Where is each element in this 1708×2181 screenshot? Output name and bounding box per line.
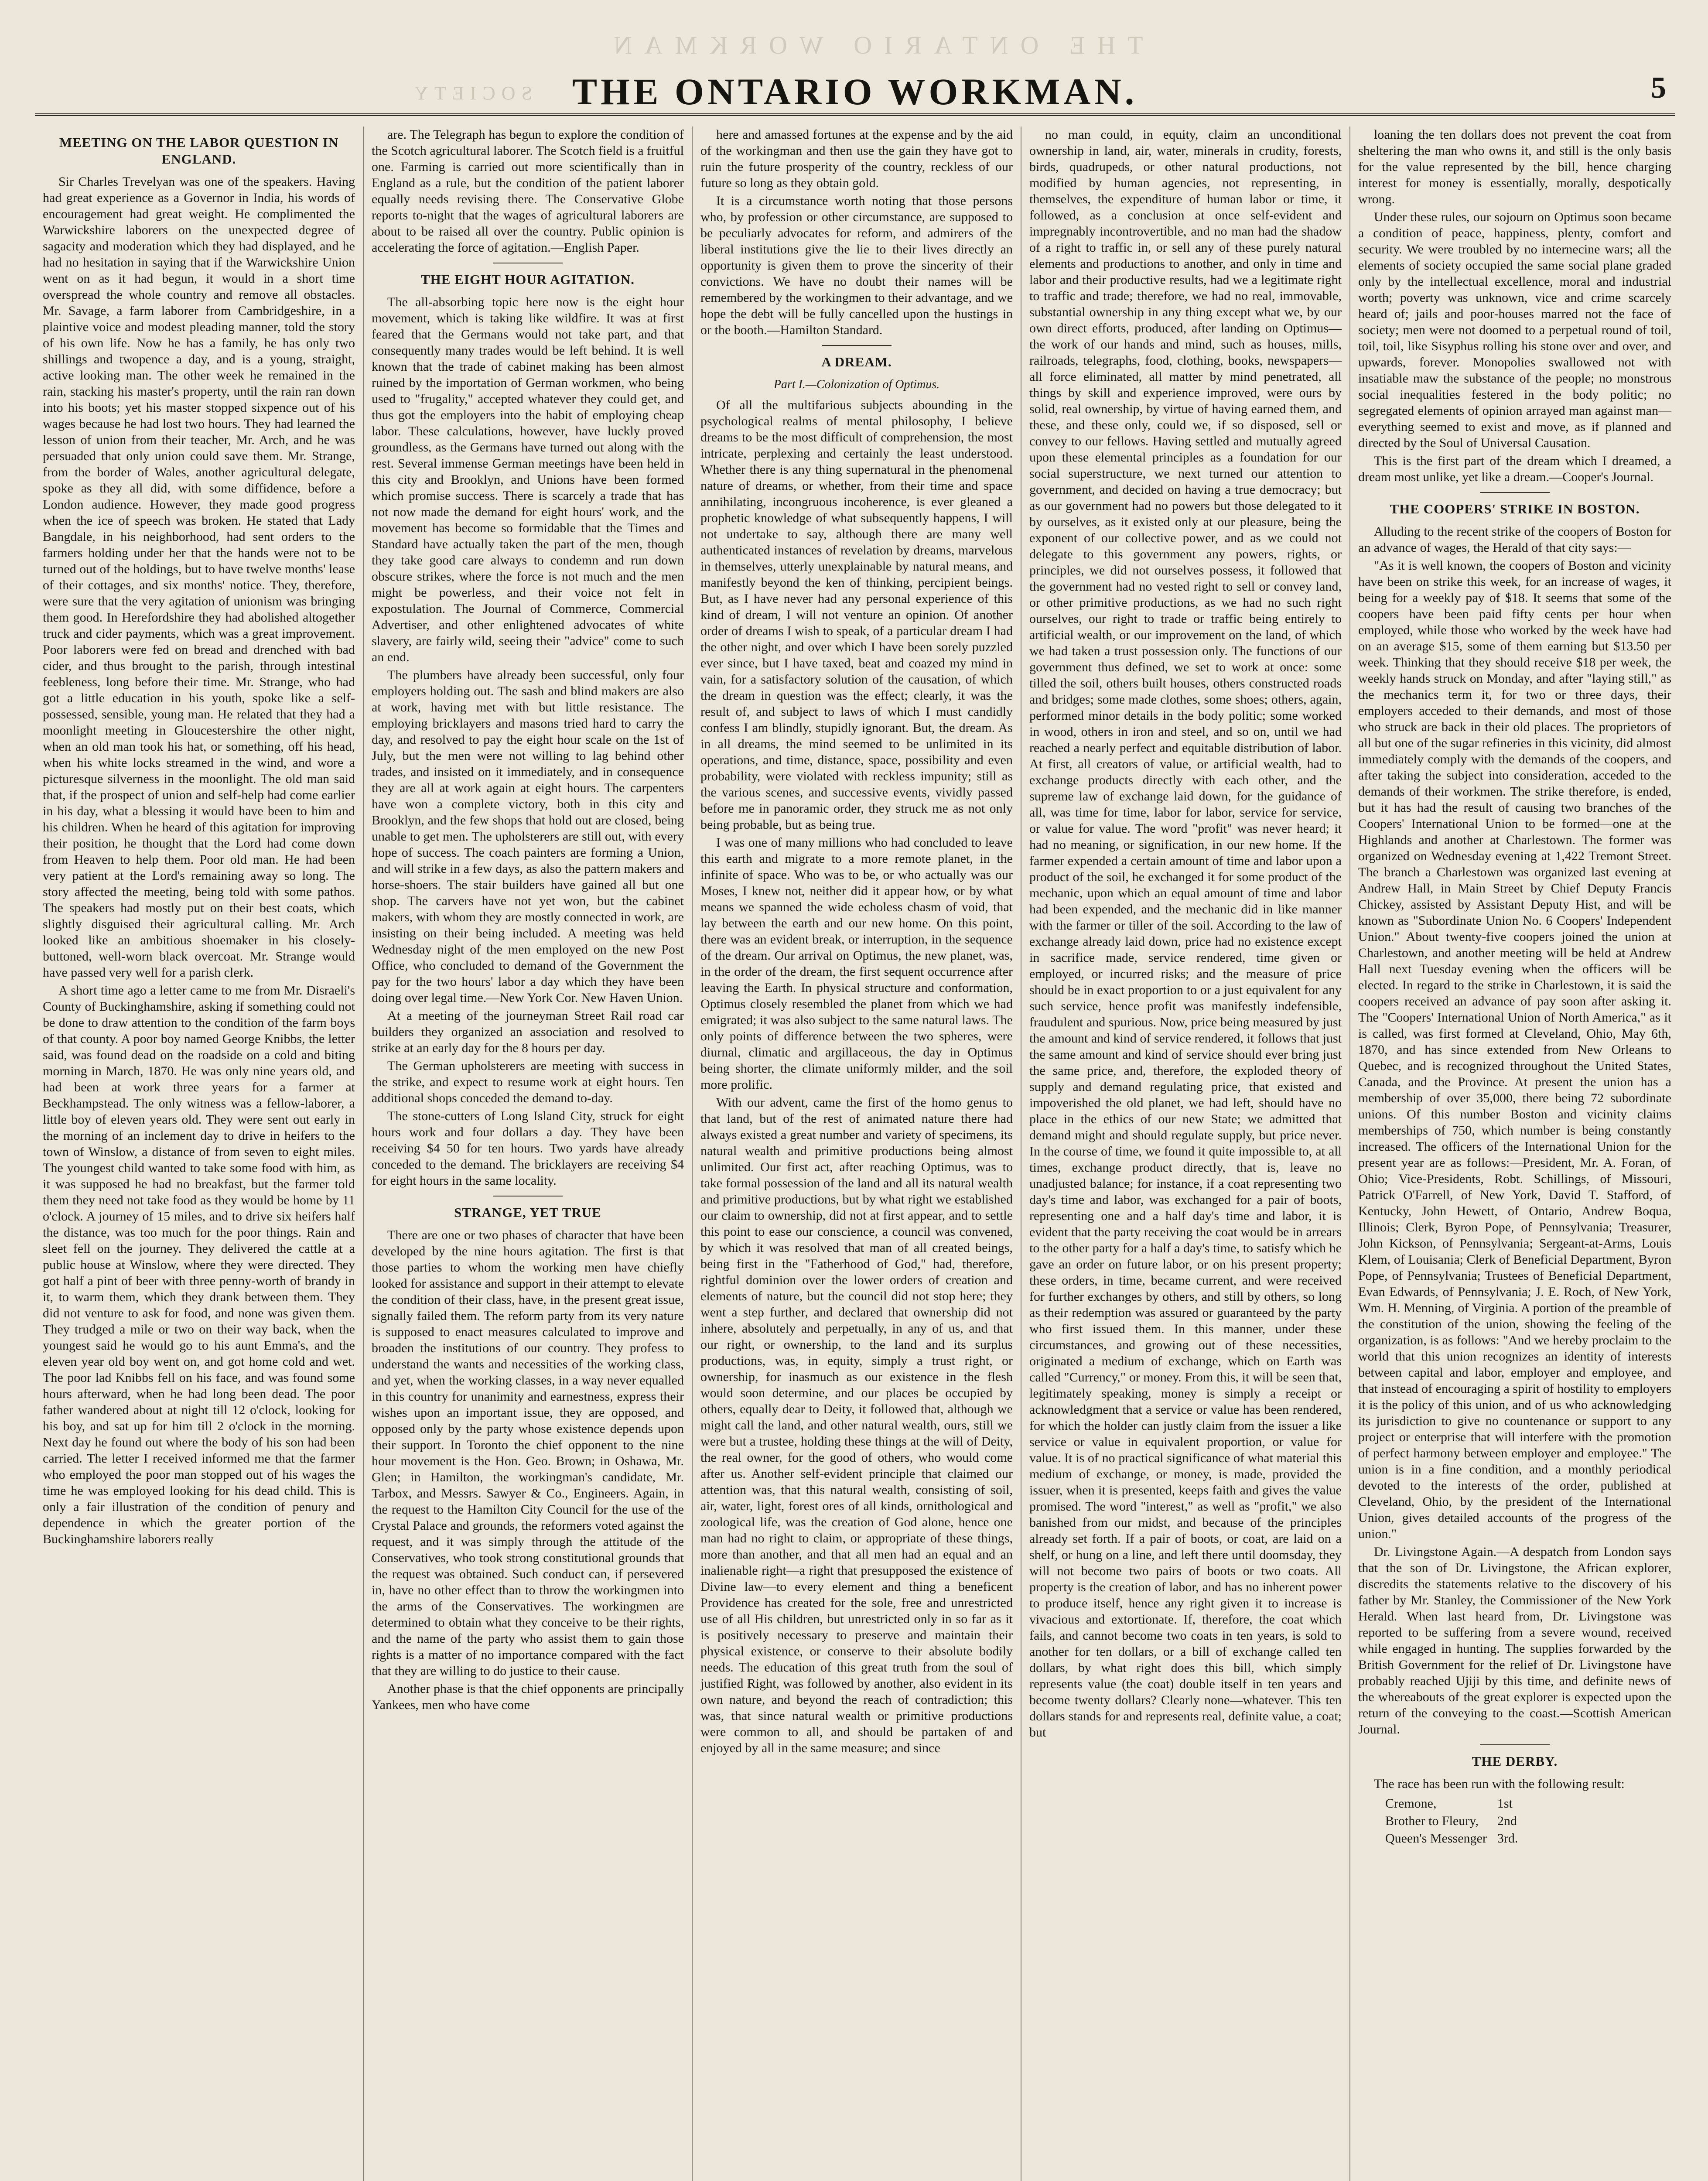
article-paragraph: are. The Telegraph has begun to explore the condition of the Scotch agricultural laborer. The Scotch field is a fruitful one. Farming is carried out more scientifically than in England as a rule, but the condition of the patient laborer equally needs revising there. The Conservative Globe reports to-night that the wages of agricultural laborers are about to be raised all over the country. Public opinion is accelerating the force of agitation.—English Paper. bbox=[372, 127, 684, 255]
article-paragraph: The stone-cutters of Long Island City, struck for eight hours work and four dollars a day. They have been receiving $4 50 for ten hours. Two yards have already conceded to the demand. The bricklayers are receiving $4 for eight hours in the same locality. bbox=[372, 1109, 684, 1188]
article-paragraph: The all-absorbing topic here now is the eight hour movement, which is taking like wildfire. It was at first feared that the Germans would not take part, and that consequently many trades would be left behind. It is well known that the trade of cabinet making has been almost ruined by the importation of German workmen, who being used to "frugality," accepted whatever they could get, and thus got the employers into the habit of employing cheap labor. These calculations, however, have luckly proved groundless, as the Germans have turned out along with the rest. Several immense German meetings have been held in this city and Brooklyn, and Unions have been formed which promise success. There is scarcely a trade that has not now made the demand for eight hours' work, and the movement has become so formidable that the Times and Standard have actually taken the part of the men, though they take good care always to condemn and run down obscure strikes, where the force is not much and the men might be powerless, and their voice not felt in expostulation. The Journal of Commerce, Commercial Advertiser, and other enlightened advocates of white slavery, are fairly wild, seeing their "advice" come to such an end. bbox=[372, 295, 684, 664]
article-heading: THE DERBY. bbox=[1472, 1754, 1558, 1769]
article-heading: THE COOPERS' STRIKE IN BOSTON. bbox=[1390, 501, 1640, 516]
table-row bbox=[1385, 1813, 1527, 1829]
article-paragraph: Alluding to the recent strike of the coopers of Boston for an advance of wages, the Herald of that city says:— bbox=[1358, 524, 1671, 555]
bleed-through-text-left: SOCIETY bbox=[408, 82, 532, 104]
article-heading: MEETING ON THE LABOR QUESTION IN ENGLAND. bbox=[59, 135, 339, 167]
article-paragraph: loaning the ten dollars does not prevent the coat from sheltering the man who owns it, and still is the only basis for the value represented by the bill, hence charging interest for money is essentially, morally, despotically wrong. bbox=[1358, 127, 1671, 206]
column-4 bbox=[1021, 126, 1349, 2181]
horse-place: 3rd. bbox=[1497, 1831, 1518, 1846]
table-row bbox=[1385, 1795, 1527, 1812]
article-paragraph: The German upholsterers are meeting with success in the strike, and expect to resume work at eight hours. Ten additional shops conceded the demand to-day. bbox=[372, 1059, 684, 1105]
column-2 bbox=[364, 126, 692, 2181]
horse-name: Cremone, bbox=[1385, 1796, 1437, 1811]
columns bbox=[35, 126, 1679, 2181]
article-paragraph: The race has been run with the following result: bbox=[1374, 1777, 1625, 1791]
horse-place: 2nd bbox=[1497, 1814, 1517, 1828]
article-paragraph: Of all the multifarious subjects abounding in the psychological realms of mental philosophy, I believe dreams to be the most difficult of comprehension, the most intricate, perplexing and certainly the least understood. Whether there is any thing supernatural in the phenomenal nature of dreams, or whether, from their time and space annihilating, incongruous incoherence, is ever gleaned a prophetic knowledge of what subsequently happens, I will not undertake to say, although there are many well authenticated instances of revelation by dreams, marvelous in themselves, utterly unexplainable by natural means, and manifestly beyond the ken of thinking, percipient beings. But, as I have never had any personal experience of this kind of dream, I will not venture an opinion. Of another order of dreams I wish to speak, of a particular dream I had the other night, and over which I have been sorely puzzled ever since, but I have taxed, beat and coazed my mind in vain, for a satisfactory solution of the causation, of which the dream in question was the effect; clearly, it was the result of, and subject to laws of which I must candidly confess I am blindly, stupidly ignorant. But, the dream. As in all dreams, the mind seemed to be unlimited in its operations, and time, distance, space, possibility and even probability, were violated with reckless impunity; still as the various scenes, and successive events, vividly passed before me in panoramic order, they struck me as not only being probable, but as being true. bbox=[700, 398, 1013, 832]
article-paragraph: Another phase is that the chief opponents are principally Yankees, men who have come bbox=[372, 1682, 684, 1712]
page-number: 5 bbox=[1651, 71, 1666, 105]
article-paragraph: Dr. Livingstone Again.—A despatch from London says that the son of Dr. Livingstone, the African explorer, discredits the statements relative to the discovery of his father by Mr. Stanley, the Commissioner of the New York Herald. When last heard from, Dr. Livingstone was reported to be suffering from a severe wound, received while engaged in hunting. The supplies forwarded by the British Government for the relief of Dr. Livingstone have probably reached Ujiji by this time, and definite news of the whereabouts of the great explorer is expected upon the return of the conveying to the coast.—Scottish American Journal. bbox=[1358, 1545, 1671, 1737]
masthead bbox=[35, 65, 1675, 116]
article-heading: A DREAM. bbox=[821, 354, 892, 369]
column-5 bbox=[1350, 126, 1679, 2181]
article-paragraph: There are one or two phases of character that have been developed by the nine hours agitation. The first is that those parties to whom the working men have chiefly looked for assistance and support in their attempt to elevate the condition of their class, have, in the present great issue, signally failed them. The reform party from its very nature is supposed to enact measures calculated to improve and broaden the institutions of our country. They profess to understand the wants and necessities of the working class, and yet, when the working classes, in a way never equalled in this country for unanimity and earnestness, express their wishes upon an important issue, they are opposed, and opposed only by the party whose existence depends upon their support. In Toronto the chief opponent to the nine hour movement is the Hon. Geo. Brown; in Oshawa, Mr. Glen; in Hamilton, the workingman's candidate, Mr. Tarbox, and Messrs. Sawyer & Co., Engineers. Again, in the request to the Hamilton City Council for the use of the Crystal Palace and grounds, the reformers voted against the request, and it was simply through the attitude of the Conservatives, who took strong constitutional grounds that the request was obtained. Such conduct can, if persevered in, have no other effect than to throw the workingmen into the arms of the Conservatives. The workingmen are determined to obtain what they conceive to be their rights, and the name of the party who assist them to gain those rights is a matter of no importance compared with the fact that they are willing to do justice to their cause. bbox=[372, 1228, 684, 1678]
horse-place: 1st bbox=[1497, 1796, 1513, 1811]
article-paragraph: here and amassed fortunes at the expense and by the aid of the workingman and then use the gain they have got to ruin the future prosperity of the country, reckless of our future so long as they obtain gold. bbox=[700, 127, 1013, 190]
derby-results-table bbox=[1384, 1795, 1528, 1848]
article-paragraph: The plumbers have already been successful, only four employers holding out. The sash and blind makers are also at work, having met with but little resistance. The employing bricklayers and masons tried hard to carry the day, and resolved to pay the eight hour scale on the 1st of July, but the men were not willing to lag behind other trades, and insisted on it immediately, and in consequence they are all at work again at eight hours. The carpenters have won a complete victory, both in this city and Brooklyn, and the few shops that hold out are closed, being unable to get men. The upholsterers are still out, with every hope of success. The coach painters are forming a Union, and will strike in a few days, as also the pattern makers and horse-shoers. The stair builders have gained all but one shop. The carvers have not yet won, but the cabinet makers, with whom they are mostly connected in work, are insisting on their being included. A meeting was held Wednesday night of the men employed on the new Post Office, who concluded to demand of the Government the pay for the two hours' labor a day which they have been doing over legal time.—New York Cor. New Haven Union. bbox=[372, 668, 684, 1005]
article-paragraph: It is a circumstance worth noting that those persons who, by profession or other circumstance, are supposed to be peculiarly advocates for reform, and admirers of the liberal institutions give the lie to their lives directly an opportunity is given them to prove the sincerity of their convictions. We have no doubt their names will be remembered by the workingmen to their advantage, and we hope the debt will be fully cancelled upon the hustings in or the booth.—Hamilton Standard. bbox=[700, 194, 1013, 337]
horse-name: Brother to Fleury, bbox=[1385, 1814, 1479, 1828]
article-paragraph: Under these rules, our sojourn on Optimus soon became a condition of peace, happiness, plenty, comfort and security. We were troubled by no internecine wars; all the elements of society occupied the same social plane graded only by the intellectual excellence, moral and industrial worth; poverty was unknown, vice and crime scarcely heard of; jails and poor-houses marred not the face of society; men were not doomed to a perpetual round of toil, toil, toil, like Sisyphus rolling his stone over and over, and upwards, forever. Monopolies swallowed not with insatiable maw the substance of the people; no monstrous social inequalities festered in the body politic; no segregated elements of opinion arrayed man against man—everything seemed to exist and move, as if planned and directed by the Soul of Universal Causation. bbox=[1358, 210, 1671, 450]
newspaper-title: THE ONTARIO WORKMAN. bbox=[572, 71, 1138, 113]
section-rule bbox=[822, 345, 892, 346]
horse-name: Queen's Messenger bbox=[1385, 1831, 1487, 1846]
article-heading: STRANGE, YET TRUE bbox=[454, 1205, 601, 1220]
article-paragraph: At a meeting of the journeyman Street Rail road car builders they organized an association and resolved to strike at an early day for the 8 hours per day. bbox=[372, 1008, 684, 1055]
article-heading: THE EIGHT HOUR AGITATION. bbox=[420, 272, 635, 287]
column-1 bbox=[35, 126, 363, 2181]
article-paragraph: Sir Charles Trevelyan was one of the speakers. Having had great experience as a Governor in India, his words of encouragement had great weight. He complimented the Warwickshire laborers on the unexpected degree of sagacity and moderation which they had displayed, and he had no hesitation in saying that if the Warwickshire Union went on as it had begun, it would in a short time overspread the whole country and remove all obstacles. Mr. Savage, a farm laborer from Cambridgeshire, in a plaintive voice and modest pleading manner, told the story of his own life. Now he has a family, he has only two shillings and twopence a day, and is a young, straight, active looking man. The other week he remained in the rain, stacking his master's property, until the rain ran down into his boots; yet his master stopped sixpence out of his wages because he had lost two hours. They had learned the lesson of union from their teacher, Mr. Arch, and he was persuaded that only union could save them. Mr. Strange, from the border of Wales, another agricultural delegate, spoke as they all did, with some diffidence, before a London audience. However, they made good progress when the ice of speech was broken. He stated that Lady Bangdale, in his neighborhood, had sent orders to the farmers holding under her that the hands were not to be turned out of the holdings, but to have twelve months' lease of their cottages, and six months' notice. They, therefore, were sure that the very agitation of unionism was bringing them good. In Herefordshire they had abolished altogether truck and cider payments, which was a great improvement. Poor laborers were fed on bread and drenched with bad cider, and thus brought to the parish, through intestinal feebleness, long before their time. Mr. Strange, who had got a little education in his youth, spoke like a self-possessed, sensible, young man. He related that they had a moonlight meeting in Gloucestershire the other night, when an old man took his hat, or something, off his head, when his white locks streamed in the wind, and wore a picturesque silverness in the moonlight. The old man said that, if the prospect of union and self-help had come earlier in his day, what a blessing it would have been to him and his children. When he heard of this agitation for improving their position, he thought that the Lord had come down from Heaven to help them. Poor old man. He had been very patient at the Lord's remaining away so long. The story affected the meeting, being told with some pathos. The speakers had mostly put on their best coats, which slightly disguised their agricultural calling. Mr. Arch looked like an ambitious shoemaker in his closely-buttoned, well-worn black overcoat. Mr. Strange would have passed very well for a parish clerk. bbox=[43, 174, 355, 980]
article-paragraph: With our advent, came the first of the homo genus to that land, but of the rest of animated nature there had always existed a great number and variety of specimens, its natural wealth and primitive productions being almost unlimited. Our first act, after reaching Optimus, was to take formal possession of the land and all its natural wealth and primitive productions, but by what right we established our claim to ownership, did not at first appear, and to settle this point to ease our conscience, a council was convened, by which it was resolved that man of all created beings, being first in the "Fatherhood of God," had, therefore, rightful dominion over the lower orders of creation and elements of nature, but the council did not stop here; they went a step further, and declared that ownership did not inhere, absolutely and perpetually, in any of us, and that our right, or ownership, to the land and its surplus productions, was, in equity, simply a trust right, or ownership, for inasmuch as our existence in the flesh would soon determine, and our places be occupied by others, equally dear to Deity, it followed that, although we might call the land, and other natural wealth, ours, still we were but a trustee, holding these things at the will of Deity, the real owner, for the good of others, who would come after us. Another self-evident principle that claimed our attention was, that this natural wealth, consisting of soil, air, water, light, forest ores of all kinds, ornithological and zoological life, was the creation of God alone, hence one man had no right to claim, or appropriate of these things, more than another, and that all men had an equal and an inalienable right—a right that presupposed the existence of Divine law—to every element and thing a beneficent Providence has created for the sole, free and unrestricted use of all His children, but unrestricted only in so far as it is positively necessary to preserve and maintain their physical existence, or conserve to their absolute bodily needs. The education of this great truth from the soul of justified Right, was followed by another, also evident in its own nature, and beyond the reach of contradiction; this was, that since natural wealth or primitive productions were common to all, and should be partaken of and enjoyed by all in the same measure; and since bbox=[700, 1095, 1013, 1755]
section-rule bbox=[1480, 1744, 1550, 1745]
table-row bbox=[1385, 1830, 1527, 1847]
article-paragraph: "As it is well known, the coopers of Boston and vicinity have been on strike this week, for an increase of wages, it being for a weekly pay of $18. It seems that some of the coopers have been paid fifty cents per hour when employed, while those who worked by the week have had on an average $15, some of them earning but $13.50 per week. Thinking that they should receive $18 per week, the weekly hands struck on Monday, and after "laying still," as the mechanics term it, for two or three days, their employers acceded to their demands, and most of those who struck are back in their old places. The proprietors of all but one of the sugar refineries in this vicinity, did almost immediately comply with the demands of the coopers, and after taking the subject into consideration, acceded to the demands of their workmen. The strike therefore, is ended, but it has had the result of causing two branches of the Coopers' International Union to be formed—one at the Highlands and another at Charlestown. The former was organized on Wednesday evening at 1,422 Tremont Street. The branch a Charlestown was organized last evening at Andrew Hall, in Main Street by Chief Deputy Francis Chickey, assisted by Assistant Deputy Hist, and will be known as "Subordinate Union No. 6 Coopers' Independent Union." About twenty-five coopers joined the union at Charlestown, and another meeting will be held at Andrew Hall next Tuesday evening when the officers will be elected. In regard to the strike in Charlestown, it is said the coopers received an advance of pay soon after asking it. The "Coopers' International Union of North America," as it is called, was first formed at Cleveland, Ohio, May 6th, 1870, and has since extended from New Orleans to Quebec, and is recognized throughout the United States, Canada, and the Province. At present the union has a membership of over 35,000, there being 72 subordinate unions. Of this number Boston and vicinity claims memberships of 750, which number is being constantly increased. The officers of the International Union for the present year are as follows:—President, Mr. A. Foran, of Ohio; Vice-Presidents, Robt. Schillings, of Missouri, Patrick O'Farrell, of New York, David T. Stafford, of Kentucky, John Hewett, of Ontario, Andrew Boqua, Illinois; Clerk, Byron Pope, of Pennsylvania; Treasurer, John Kickson, of Pennsylvania; Sergeant-at-Arms, Louis Klem, of Louisania; Clerk of Beneficial Department, Byron Pope, of Pennsylvania; Trustees of Beneficial Department, Evan Edwards, of Pennsylvania; J. E. Roch, of New York, Wm. H. Menning, of Virginia. A portion of the preamble of the constitution of the union, showing the feeling of the organization, is as follows: "And we hereby proclaim to the world that this union recognizes an identity of interests between capital and labor, employer and employee, and that instead of encouraging a spirit of hostility to employers it is the policy of this union, and of us who acknowledging its jurisdiction to give no countenance or support to any project or enterprise that will interfere with the promotion of perfect harmony between employer and employee." The union is in a fine condition, and a monthly periodical devoted to the interests of the order, published at Cleveland, Ohio, by the president of the International Union, gives detailed accounts of the progress of the union." bbox=[1358, 558, 1671, 1541]
article-paragraph: A short time ago a letter came to me from Mr. Disraeli's County of Buckinghamshire, asking if something could not be done to draw attention to the condition of the farm boys of that county. A poor boy named George Knibbs, the letter said, was found dead on the roadside on a cold and biting morning in March, 1870. He was only nine years old, and had been at work three years for a farmer at Beckhampstead. The only witness was a fellow-laborer, a little boy of eleven years old. They were sent out early in the morning of an inclement day to drive in heifers to the town of Winslow, a distance of from seven to eight miles. The youngest child wanted to take some food with him, as it was supposed he had no breakfast, but the farmer told them they need not take food as they would be home by 11 o'clock. A journey of 15 miles, and to drive six heifers half the distance, was too much for the poor things. Rain and sleet fell on the journey. They delivered the cattle at a public house at Winslow, where they were directed. They got half a pint of beer with three penny-worth of brandy in it, to warm them, which they drank between them. They did not venture to ask for food, and none was given them. They trudged a mile or two on their way back, when the youngest said he would go to his aunt Emma's, and the eleven year old boy went on, and got home cold and wet. The poor lad Knibbs fell on his face, and was found some hours afterward, when he had long been dead. The poor father wandered about at night till 12 o'clock, looking for his boy, and sat up for him till 2 o'clock in the morning. Next day he found out where the body of his son had been carried. The letter I received informed me that the farmer who employed the poor man stopped out of his wages the time he was employed looking for his dead child. This is only a fair illustration of the condition of penury and dependence in which the greater portion of the Buckinghamshire laborers really bbox=[43, 983, 355, 1546]
article-subheading: Part I.—Colonization of Optimus. bbox=[773, 378, 940, 391]
column-3 bbox=[693, 126, 1021, 2181]
article-paragraph: I was one of many millions who had concluded to leave this earth and migrate to a more remote planet, in the infinite of space. Who was to be, or who actually was our Moses, I knew not, neither did it appear how, or by what means we spanned the wide echoless chasm of void, that lay between the earth and our new home. On this point, there was an evident break, or interruption, in the sequence of the dream. Our arrival on Optimus, the new planet, was, in the order of the dream, the first sequent occurrence after leaving the Earth. In physical structure and conformation, Optimus closely resembled the planet from which we had emigrated; it was also subject to the same natural laws. The only points of difference between the two spheres, were diurnal, climatic and argillaceous, the day in Optimus being shorter, the climate uniformly milder, and the soil more prolific. bbox=[700, 835, 1013, 1092]
article-paragraph: This is the first part of the dream which I dreamed, a dream most unlike, yet like a dream.—Cooper's Journal. bbox=[1358, 454, 1671, 484]
article-paragraph: no man could, in equity, claim an unconditional ownership in land, air, water, minerals in crudity, forests, birds, quadrupeds, or other natural productions, not modified by human agencies, not representing, in themselves, the expenditure of human labor or time, it followed, as a conclusion at once self-evident and impregnably incontrovertible, and no man had the shadow of a right to traffic in, or sell any of these purely natural elements and productions to another, and only in time and labor and their productive results, had we a legitimate right to traffic and trade; therefore, we had no real, immovable, substantial ownership in any thing except what we, by our own direct efforts, produced, after landing on Optimus—the work of our hands and mind, such as houses, mills, railroads, telegraphs, food, clothing, books, newspapers—all force eliminated, all matter by mind penetrated, all things by skill and experience improved, were ours by solid, real ownership, by virtue of having earned them, and these, and these only, could we, if so disposed, sell or convey to our fellows. Having settled and mutually agreed upon these elemental principles as a foundation for our social superstructure, we next turned our attention to government, and decided on having a true democracy; but as our government had no powers but those delegated to it by ourselves, as it existed only at our pleasure, being the exponent of our collective power, and as we could not delegate to this government any powers, rights, or principles, we did not ourselves possess, it followed that the government had no vested right to sell or convey land, or other primitive productions, as we had no such right ourselves, our right to trade or traffic being entirely to artificial wealth, or our improvement on the land, of which we had taken a trust possession only. The functions of our government thus defined, we set to work at once: some tilled the soil, others built houses, others constructed roads and bridges; some made clothes, some shoes; others, again, performed minor details in the body politic; some worked in wood, others in iron and steel, and so on, until we had reached a nearly perfect and equitable distribution of labor. At first, all creators of value, or artificial wealth, had to exchange products directly with each other, and the supreme law of exchange laid down, for the guidance of all, was time for time, labor for labor, service for service, or value for value. The word "profit" was never heard; it had no meaning, or signification, in our new home. If the farmer expended a certain amount of time and labor upon a product of the soil, he exchanged it for some product of the mechanic, upon which an equal amount of time and labor had been expended, and the mechanic did in like manner with the farmer or tiller of the soil. According to the law of exchange already laid down, price had no existence except in sacrifice made, service rendered, time given or employed, or incurred risks; and the measure of price should be in exact proportion to or a just equivalent for any such service, hence profit was manifestly indefensible, fraudulent and spurious. Now, price being measured by just the amount and kind of service rendered, it follows that just the same amount and kind of service should ever bring just the same price, and, therefore, the exploded theory of supply and demand regulating price, that existed and impoverished the old planet, we had left, should have no place in the ethics of our new State; we admitted that demand might and should regulate supply, but price never. In the course of time, we found it quite impossible to, at all times, exchange product directly, that is, leave no unadjusted balance; for instance, if a coat representing two day's time and labor, was exchanged for a pair of boots, representing one and a half day's time and labor, it is evident that the party receiving the coat would be in arrears to the other party for a half a day's time, to satisfy which he gave an order on future labor, or on his present property; these orders, in time, became current, and were received for further exchanges by others, and still by others, so long as their redemption was assured or guaranteed by the party who first issued them. In this manner, under these circumstances, and growing out of these necessities, originated a medium of exchange, which on Earth was called "Currency," or money. From this, it will be seen that, legitimately speaking, money is simply a receipt or acknowledgment that a service or value has been rendered, for which the holder can justly claim from the issuer a like service or value in equivalent proportion, or value for value. It is of no practical significance of what material this medium of exchange, or money, is made, provided the issuer, when it is presented, keeps faith and gives the value promised. The word "interest," as well as "profit," we also banished from our midst, and because of the principles already set forth. If a pair of boots, or coat, are laid on a shelf, or hung on a line, and left there until doomsday, they will not become two pairs of boots or two coats. All property is the creation of labor, and has no inherent power to produce itself, hence any right given it to increase is vivacious and extortionate. If, therefore, the coat which fails, and cannot become two coats in ten years, is sold to another for ten dollars, or a bill of exchange called ten dollars, by what right does this bill, which simply represents value (the coat) double itself in ten years and become twenty dollars? Clearly none—whatever. This ten dollars stands for and represents real, definite value, a coat; but bbox=[1029, 127, 1342, 1740]
section-rule bbox=[1480, 492, 1550, 493]
bleed-through-text: THE ONTARIO WORKMAN bbox=[601, 31, 1143, 59]
